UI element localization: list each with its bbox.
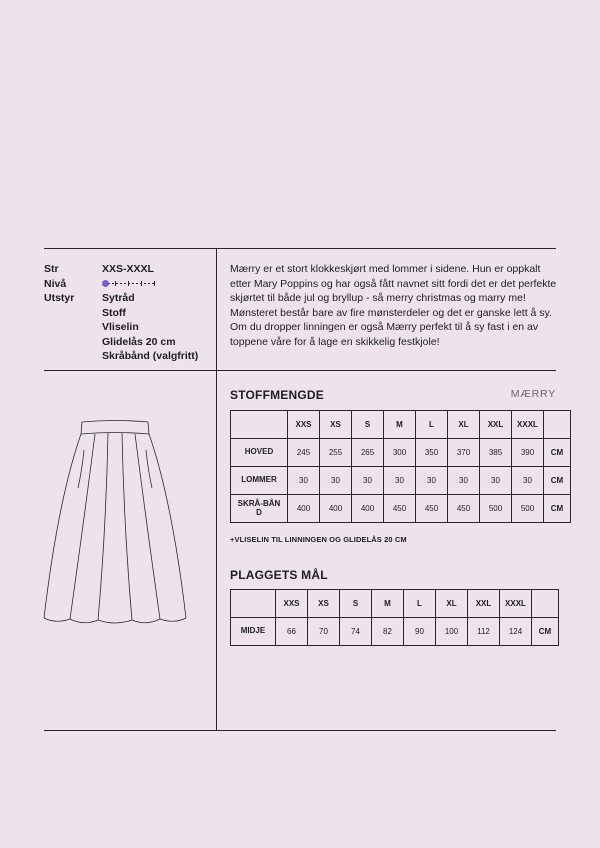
table-cell: 500 [480, 495, 512, 523]
row-label: MIDJE [231, 618, 276, 646]
fabric-table [230, 410, 571, 523]
table-cell: 400 [320, 495, 352, 523]
size-header: XXXL [512, 411, 544, 439]
fabric-section-title: STOFFMENGDE [230, 388, 324, 402]
difficulty-level-indicator [102, 277, 156, 291]
table-header-row [231, 411, 571, 439]
table-row [231, 495, 571, 523]
table-cell: 350 [416, 439, 448, 467]
table-cell: 90 [404, 618, 436, 646]
table-cell: 30 [320, 467, 352, 495]
table-cell: 500 [512, 495, 544, 523]
middle-rule [44, 370, 556, 371]
table-cell: 30 [352, 467, 384, 495]
table-cell: 30 [512, 467, 544, 495]
table-cell: 300 [384, 439, 416, 467]
table-header-row [231, 590, 559, 618]
table-cell: 385 [480, 439, 512, 467]
supply-item: Vliselin [102, 321, 139, 333]
table-cell: 400 [352, 495, 384, 523]
top-rule [44, 248, 556, 249]
level-tick [154, 281, 155, 286]
table-row [231, 467, 571, 495]
size-header: XL [436, 590, 468, 618]
size-header: XL [448, 411, 480, 439]
level-row [44, 277, 198, 292]
brand-wordmark: MÆRRY [510, 388, 556, 400]
table-cell: 30 [288, 467, 320, 495]
table-cell: 370 [448, 439, 480, 467]
table-cell: 400 [288, 495, 320, 523]
supplies-label: Utstyr [44, 292, 75, 304]
table-cell: 255 [320, 439, 352, 467]
size-header: M [372, 590, 404, 618]
table-cell: 100 [436, 618, 468, 646]
table-cell: 450 [384, 495, 416, 523]
row-label: SKRÅ-BÅND [231, 495, 288, 523]
column-divider [216, 248, 217, 730]
row-label: LOMMER [231, 467, 288, 495]
supply-item: Skråbånd (valgfritt) [102, 350, 199, 362]
bottom-rule [44, 730, 556, 731]
size-header: S [340, 590, 372, 618]
supplies-list [102, 291, 198, 364]
unit-blank [532, 590, 559, 618]
table-cell: 30 [416, 467, 448, 495]
size-header: L [416, 411, 448, 439]
table-cell: 390 [512, 439, 544, 467]
garment-table [230, 589, 559, 646]
size-header: XXS [288, 411, 320, 439]
size-header: XS [308, 590, 340, 618]
table-cell: 112 [468, 618, 500, 646]
supply-item: Stoff [102, 306, 126, 319]
table-row [231, 439, 571, 467]
size-header: L [404, 590, 436, 618]
supplies-row [44, 291, 198, 364]
size-header: M [384, 411, 416, 439]
table-cell: 124 [500, 618, 532, 646]
table-cell: 265 [352, 439, 384, 467]
unit-label: CM [544, 467, 571, 495]
table-cell: 74 [340, 618, 372, 646]
unit-label: CM [544, 495, 571, 523]
fabric-note: +VLISELIN TIL LINNINGEN OG GLIDELÅS 20 CM [230, 535, 407, 544]
skirt-illustration [40, 410, 190, 640]
size-header: XXL [480, 411, 512, 439]
table-corner [231, 411, 288, 439]
size-header: XXS [276, 590, 308, 618]
pattern-info [44, 262, 198, 364]
size-header: S [352, 411, 384, 439]
unit-label: CM [532, 618, 559, 646]
size-row [44, 262, 198, 277]
size-value: XXS-XXXL [102, 263, 154, 275]
table-row [231, 618, 559, 646]
table-corner [231, 590, 276, 618]
size-header: XXL [468, 590, 500, 618]
level-tick [141, 281, 142, 286]
table-cell: 30 [384, 467, 416, 495]
table-cell: 30 [448, 467, 480, 495]
level-track [104, 283, 156, 284]
unit-blank [544, 411, 571, 439]
table-cell: 245 [288, 439, 320, 467]
level-tick [115, 281, 116, 286]
level-tick [128, 281, 129, 286]
pattern-description: Mærry er et stort klokkeskjørt med lommer i sidene. Hun er oppkalt etter Mary Poppins og har også fått navnet sitt fordi det er det perfekte skjørtet til både jul og bryllup - så merry christmas og marry me! Mønsteret består bare av fire mønsterdeler og det er ganske lett å sy. Om du dropper linningen er også Mærry perfekt til å sy fast i en av toppene våre for å lage en skikkelig festkjole! [230, 263, 557, 348]
table-cell: 70 [308, 618, 340, 646]
table-cell: 30 [480, 467, 512, 495]
level-label: Nivå [44, 277, 67, 290]
garment-section-title: PLAGGETS MÅL [230, 568, 328, 582]
level-marker [102, 280, 109, 287]
row-label: HOVED [231, 439, 288, 467]
size-label: Str [44, 263, 59, 275]
supply-item: Sytråd [102, 292, 135, 304]
table-cell: 450 [448, 495, 480, 523]
size-header: XXXL [500, 590, 532, 618]
table-cell: 450 [416, 495, 448, 523]
size-header: XS [320, 411, 352, 439]
table-cell: 82 [372, 618, 404, 646]
unit-label: CM [544, 439, 571, 467]
supply-item: Glidelås 20 cm [102, 335, 176, 348]
table-cell: 66 [276, 618, 308, 646]
